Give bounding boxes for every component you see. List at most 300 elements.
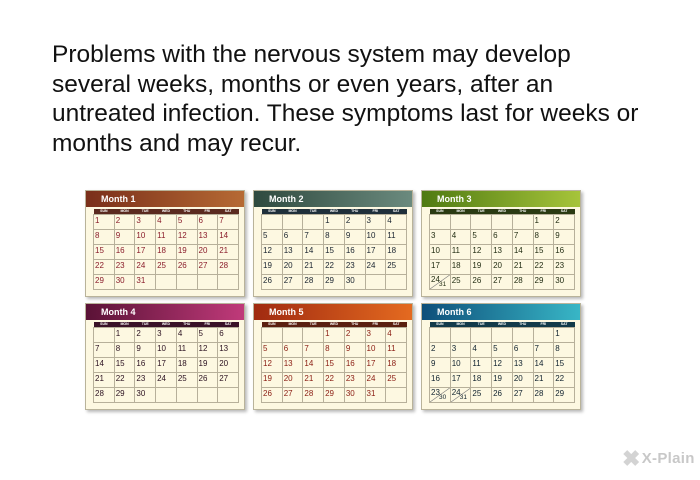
headline-text: Problems with the nervous system may develop several weeks, months or even years, after an untreated infection. These symptoms last for weeks or months and may recur.	[52, 41, 639, 157]
weekday-label: SUN	[94, 209, 115, 215]
weekday-label: SAT	[554, 209, 575, 215]
calendar-day-cell: 19	[197, 358, 218, 373]
calendar-day-cell: 3	[365, 215, 386, 230]
weekday-label: MON	[282, 322, 303, 328]
calendar-day-cell: 25	[450, 275, 471, 290]
day-number: 31	[459, 394, 467, 401]
calendar-day-cell: 11	[176, 343, 197, 358]
calendar-day-cell	[386, 388, 407, 403]
calendar-day-cell	[176, 388, 197, 403]
calendar-day-cell: 28	[533, 388, 554, 403]
calendar-day-cell: 14	[303, 245, 324, 260]
calendar-day-cell: 18	[471, 373, 492, 388]
day-number: 31	[439, 281, 447, 288]
calendar-day-cell: 31	[135, 275, 156, 290]
calendar-day-cell: 12	[197, 343, 218, 358]
calendar-title: Month 1	[86, 191, 244, 207]
calendar-day-cell: 12	[262, 245, 283, 260]
calendar-day-cell: 29	[324, 275, 345, 290]
calendar-day-cell: 30	[344, 388, 365, 403]
calendar-day-cell: 16	[114, 245, 135, 260]
calendar-day-cell: 2	[554, 215, 575, 230]
calendar-week-row	[430, 275, 575, 290]
calendar-day-cell	[218, 275, 239, 290]
weekday-label: WED	[156, 209, 177, 215]
calendar-day-cell: 11	[386, 230, 407, 245]
calendar-week-row	[430, 245, 575, 260]
calendar-day-cell: 3	[156, 328, 177, 343]
calendar-day-cell: 16	[554, 245, 575, 260]
calendar-day-cell: 17	[135, 245, 156, 260]
calendar-day-cell	[430, 215, 451, 230]
calendar-day-cell: 19	[262, 373, 283, 388]
calendar-day-cell: 14	[533, 358, 554, 373]
calendar-day-cell	[262, 215, 283, 230]
calendar-week-row	[262, 215, 407, 230]
calendar-day-cell: 22	[324, 373, 345, 388]
weekday-label: WED	[324, 209, 345, 215]
calendar-day-cell: 12	[471, 245, 492, 260]
calendar-day-cell: 28	[94, 388, 115, 403]
calendar-week-row	[94, 260, 239, 275]
calendar-day-cell: 31	[365, 388, 386, 403]
calendar-day-cell: 6	[282, 343, 303, 358]
calendar-day-cell: 2	[430, 343, 451, 358]
calendar-day-cell: 9	[344, 343, 365, 358]
calendar-day-cell: 5	[471, 230, 492, 245]
calendar-day-cell: 6	[512, 343, 533, 358]
calendar-day-cell	[492, 328, 513, 343]
calendar-week-row	[430, 388, 575, 403]
calendar-day-cell: 13	[492, 245, 513, 260]
calendar-day-cell: 23	[344, 373, 365, 388]
calendar-day-cell: 10	[430, 245, 451, 260]
calendar-day-cell: 20	[512, 373, 533, 388]
calendar-day-cell: 8	[533, 230, 554, 245]
calendar-day-cell: 30	[135, 388, 156, 403]
calendar-week-row	[430, 373, 575, 388]
calendar-day-cell: 25	[176, 373, 197, 388]
calendar-day-cell: 5	[262, 230, 283, 245]
calendar-day-cell: 22	[554, 373, 575, 388]
calendar-day-cell: 8	[554, 343, 575, 358]
calendar-day-cell	[218, 388, 239, 403]
calendar-day-cell: 15	[324, 358, 345, 373]
calendar-day-cell	[197, 388, 218, 403]
calendar-day-cell: 27	[197, 260, 218, 275]
calendar-day-cell: 20	[197, 245, 218, 260]
calendar-week-row	[430, 343, 575, 358]
calendar-day-cell: 9	[344, 230, 365, 245]
calendar-day-cell: 26	[197, 373, 218, 388]
calendar-day-cell: 13	[218, 343, 239, 358]
weekday-label: TUE	[303, 322, 324, 328]
weekday-label: TUE	[303, 209, 324, 215]
weekday-label: FRI	[365, 209, 386, 215]
calendar-day-cell: 2	[135, 328, 156, 343]
weekday-label: SUN	[430, 322, 451, 328]
calendar-day-cell: 11	[450, 245, 471, 260]
calendar-week-row	[262, 343, 407, 358]
calendar-day-cell: 12	[262, 358, 283, 373]
calendar-title: Month 5	[254, 304, 412, 320]
calendar-week-row	[262, 260, 407, 275]
calendar-day-cell: 8	[94, 230, 115, 245]
calendar-day-cell	[386, 275, 407, 290]
calendar-day-cell: 8	[324, 343, 345, 358]
day-number: 24	[451, 388, 461, 397]
calendar-title: Month 6	[422, 304, 580, 320]
calendar-week-row	[262, 275, 407, 290]
calendar-day-cell: 7	[303, 343, 324, 358]
calendar-day-cell: 22	[94, 260, 115, 275]
calendar-day-cell: 23	[344, 260, 365, 275]
calendar-day-cell	[282, 215, 303, 230]
weekday-label: MON	[114, 209, 135, 215]
calendar-week-row	[94, 230, 239, 245]
calendar-day-cell: 29	[533, 275, 554, 290]
calendar-day-cell: 7	[512, 230, 533, 245]
calendar-day-cell: 4	[176, 328, 197, 343]
calendar-day-cell: 2	[344, 215, 365, 230]
calendar-day-cell: 17	[156, 358, 177, 373]
calendar-day-cell: 28	[303, 275, 324, 290]
calendar-day-cell: 9	[554, 230, 575, 245]
calendar-day-cell: 16	[135, 358, 156, 373]
weekday-label: SAT	[386, 209, 407, 215]
calendar-day-cell: 14	[94, 358, 115, 373]
calendar-day-cell: 18	[176, 358, 197, 373]
calendar-day-cell: 15	[94, 245, 115, 260]
calendar-day-cell: 20	[282, 373, 303, 388]
weekday-label: FRI	[197, 322, 218, 328]
calendar-day-cell: 24	[156, 373, 177, 388]
calendar-grid	[93, 322, 239, 403]
calendar-day-cell: 21	[218, 245, 239, 260]
calendar-week-row	[430, 358, 575, 373]
calendar-day-cell: 27	[282, 388, 303, 403]
calendar-day-cell: 10	[365, 343, 386, 358]
calendar-day-cell	[156, 275, 177, 290]
weekday-label: WED	[324, 322, 345, 328]
calendar-day-cell: 21	[533, 373, 554, 388]
calendar-day-cell: 19	[492, 373, 513, 388]
calendar-day-cell: 21	[512, 260, 533, 275]
weekday-label: TUE	[135, 322, 156, 328]
calendar-day-cell: 14	[303, 358, 324, 373]
calendar-day-cell: 20	[218, 358, 239, 373]
weekday-label: THU	[512, 322, 533, 328]
calendar-day-cell: 11	[471, 358, 492, 373]
calendar-day-cell	[94, 328, 115, 343]
weekday-label: THU	[176, 209, 197, 215]
calendar-day-cell: 21	[303, 373, 324, 388]
calendar-week-row	[262, 358, 407, 373]
calendar-day-cell	[430, 388, 451, 403]
calendar-day-cell: 3	[135, 215, 156, 230]
calendar-day-cell	[430, 328, 451, 343]
weekday-label: FRI	[197, 209, 218, 215]
calendar-day-cell	[512, 328, 533, 343]
weekday-label: SUN	[262, 322, 283, 328]
calendar-title: Month 3	[422, 191, 580, 207]
weekday-label: SUN	[262, 209, 283, 215]
calendar-day-cell: 1	[324, 215, 345, 230]
calendar-day-cell: 7	[218, 215, 239, 230]
calendar-week-row	[430, 215, 575, 230]
calendar-day-cell: 16	[344, 245, 365, 260]
weekday-label: MON	[450, 209, 471, 215]
calendar-day-cell	[365, 275, 386, 290]
calendar-day-cell: 9	[430, 358, 451, 373]
calendar-day-cell: 1	[94, 215, 115, 230]
calendar-day-cell: 26	[471, 275, 492, 290]
calendar-day-cell: 4	[386, 328, 407, 343]
calendar-day-cell: 3	[450, 343, 471, 358]
weekday-label: SAT	[386, 322, 407, 328]
x-plain-logo	[622, 446, 695, 472]
calendar-day-cell	[492, 215, 513, 230]
calendar-day-cell: 29	[94, 275, 115, 290]
calendar-week-row	[94, 328, 239, 343]
calendar-day-cell: 4	[471, 343, 492, 358]
calendar-day-cell: 25	[386, 373, 407, 388]
day-number: 30	[439, 394, 447, 401]
weekday-label: THU	[176, 322, 197, 328]
calendar-day-cell: 19	[471, 260, 492, 275]
calendar-day-cell: 4	[386, 215, 407, 230]
calendar-day-cell: 1	[533, 215, 554, 230]
calendar-day-cell: 29	[114, 388, 135, 403]
calendar-day-cell: 27	[282, 275, 303, 290]
calendar-day-cell	[282, 328, 303, 343]
calendar-day-cell: 20	[282, 260, 303, 275]
calendar-day-cell: 26	[262, 388, 283, 403]
calendar-day-cell	[450, 388, 471, 403]
calendar-day-cell: 18	[450, 260, 471, 275]
calendar-day-cell: 24	[135, 260, 156, 275]
calendar-grid	[261, 209, 407, 290]
calendar-day-cell: 27	[218, 373, 239, 388]
calendar-day-cell: 8	[324, 230, 345, 245]
weekday-label: THU	[344, 209, 365, 215]
calendar-day-cell: 6	[282, 230, 303, 245]
calendar-day-cell: 5	[492, 343, 513, 358]
calendar-month-5	[253, 303, 413, 410]
calendar-day-cell: 22	[324, 260, 345, 275]
calendar-week-row	[94, 388, 239, 403]
calendar-day-cell: 25	[156, 260, 177, 275]
calendar-day-cell: 17	[365, 358, 386, 373]
weekday-label: THU	[344, 322, 365, 328]
calendar-day-cell: 13	[282, 358, 303, 373]
calendar-day-cell	[512, 215, 533, 230]
calendar-week-row	[94, 373, 239, 388]
calendar-day-cell: 7	[94, 343, 115, 358]
calendar-day-cell: 7	[533, 343, 554, 358]
calendar-week-row	[262, 245, 407, 260]
calendar-day-cell: 18	[386, 358, 407, 373]
calendar-day-cell: 9	[114, 230, 135, 245]
weekday-label: WED	[492, 322, 513, 328]
calendar-day-cell: 15	[533, 245, 554, 260]
calendar-grid	[261, 322, 407, 403]
calendar-day-cell	[533, 328, 554, 343]
calendar-day-cell: 1	[324, 328, 345, 343]
calendar-week-row	[430, 260, 575, 275]
calendar-day-cell: 15	[114, 358, 135, 373]
calendar-day-cell: 11	[386, 343, 407, 358]
day-number: 23	[431, 388, 440, 397]
calendar-day-cell: 30	[344, 275, 365, 290]
calendar-day-cell: 24	[365, 373, 386, 388]
calendar-day-cell: 17	[450, 373, 471, 388]
weekday-label: MON	[114, 322, 135, 328]
calendar-day-cell: 25	[471, 388, 492, 403]
weekday-label: MON	[450, 322, 471, 328]
calendar-day-cell: 10	[156, 343, 177, 358]
calendar-day-cell	[156, 388, 177, 403]
weekday-label: WED	[156, 322, 177, 328]
calendar-day-cell: 18	[156, 245, 177, 260]
weekday-label: WED	[492, 209, 513, 215]
calendar-day-cell: 28	[303, 388, 324, 403]
weekday-label: THU	[512, 209, 533, 215]
calendar-day-cell: 28	[218, 260, 239, 275]
calendar-day-cell: 20	[492, 260, 513, 275]
calendar-week-row	[94, 358, 239, 373]
calendar-day-cell	[450, 328, 471, 343]
calendar-day-cell: 5	[176, 215, 197, 230]
x-plain-figure-icon: ✖	[622, 446, 641, 471]
calendar-week-row	[430, 230, 575, 245]
calendar-day-cell: 29	[554, 388, 575, 403]
calendar-day-cell: 30	[554, 275, 575, 290]
calendar-week-row	[262, 230, 407, 245]
weekday-label: TUE	[471, 322, 492, 328]
calendar-day-cell: 23	[135, 373, 156, 388]
calendar-day-cell: 5	[262, 343, 283, 358]
calendar-day-cell: 23	[554, 260, 575, 275]
calendar-day-cell: 10	[135, 230, 156, 245]
weekday-label: SUN	[430, 209, 451, 215]
weekday-label: TUE	[135, 209, 156, 215]
day-number: 24	[431, 275, 440, 284]
weekday-label: SAT	[218, 322, 239, 328]
calendar-day-cell: 15	[324, 245, 345, 260]
calendar-day-cell: 16	[344, 358, 365, 373]
calendar-week-row	[94, 215, 239, 230]
calendar-day-cell: 12	[176, 230, 197, 245]
calendar-day-cell	[197, 275, 218, 290]
weekday-label: FRI	[365, 322, 386, 328]
calendar-day-cell: 26	[492, 388, 513, 403]
calendar-week-row	[430, 328, 575, 343]
calendar-day-cell: 23	[114, 260, 135, 275]
calendar-day-cell: 6	[197, 215, 218, 230]
calendar-day-cell: 6	[492, 230, 513, 245]
weekday-label: FRI	[533, 209, 554, 215]
calendar-day-cell: 17	[430, 260, 451, 275]
calendar-day-cell	[176, 275, 197, 290]
calendar-day-cell: 4	[450, 230, 471, 245]
calendar-week-row	[262, 388, 407, 403]
calendar-day-cell: 17	[365, 245, 386, 260]
weekday-label: FRI	[533, 322, 554, 328]
calendar-day-cell: 3	[430, 230, 451, 245]
calendar-day-cell: 10	[450, 358, 471, 373]
weekday-label: SUN	[94, 322, 115, 328]
weekday-label: SAT	[218, 209, 239, 215]
calendar-grid	[93, 209, 239, 290]
calendar-day-cell	[471, 215, 492, 230]
calendar-day-cell: 28	[512, 275, 533, 290]
calendar-month-6	[421, 303, 581, 410]
calendar-day-cell: 5	[197, 328, 218, 343]
calendar-day-cell: 2	[114, 215, 135, 230]
calendar-title: Month 4	[86, 304, 244, 320]
calendar-day-cell: 19	[262, 260, 283, 275]
calendar-day-cell	[303, 328, 324, 343]
calendar-week-row	[94, 275, 239, 290]
calendar-day-cell: 2	[344, 328, 365, 343]
calendar-day-cell: 14	[218, 230, 239, 245]
weekday-label: MON	[282, 209, 303, 215]
calendar-day-cell	[303, 215, 324, 230]
calendar-week-row	[94, 343, 239, 358]
calendar-day-cell: 16	[430, 373, 451, 388]
calendar-day-cell: 11	[156, 230, 177, 245]
calendar-day-cell: 29	[324, 388, 345, 403]
calendar-day-cell: 21	[94, 373, 115, 388]
calendar-day-cell: 13	[512, 358, 533, 373]
calendar-day-cell	[430, 275, 451, 290]
calendar-day-cell: 14	[512, 245, 533, 260]
calendar-title: Month 2	[254, 191, 412, 207]
calendar-month-4	[85, 303, 245, 410]
calendar-month-1	[85, 190, 245, 297]
calendar-day-cell: 10	[365, 230, 386, 245]
calendar-grid	[429, 322, 575, 403]
calendar-day-cell: 13	[282, 245, 303, 260]
calendar-day-cell: 30	[114, 275, 135, 290]
weekday-label: SAT	[554, 322, 575, 328]
calendar-day-cell: 7	[303, 230, 324, 245]
logo-text: X-Plain	[641, 450, 695, 467]
calendar-day-cell: 26	[262, 275, 283, 290]
calendar-day-cell: 12	[492, 358, 513, 373]
calendar-day-cell: 9	[135, 343, 156, 358]
calendar-week-row	[262, 328, 407, 343]
calendar-day-cell	[450, 215, 471, 230]
calendar-day-cell: 25	[386, 260, 407, 275]
weekday-label: TUE	[471, 209, 492, 215]
calendar-day-cell: 1	[114, 328, 135, 343]
calendar-day-cell: 19	[176, 245, 197, 260]
calendar-month-3	[421, 190, 581, 297]
calendar-day-cell: 22	[114, 373, 135, 388]
calendar-day-cell: 1	[554, 328, 575, 343]
calendar-day-cell: 13	[197, 230, 218, 245]
calendar-day-cell: 24	[365, 260, 386, 275]
calendar-week-row	[94, 245, 239, 260]
calendar-day-cell	[471, 328, 492, 343]
calendar-day-cell: 6	[218, 328, 239, 343]
calendar-day-cell: 3	[365, 328, 386, 343]
calendar-grid	[429, 209, 575, 290]
calendar-day-cell: 8	[114, 343, 135, 358]
calendar-week-row	[262, 373, 407, 388]
